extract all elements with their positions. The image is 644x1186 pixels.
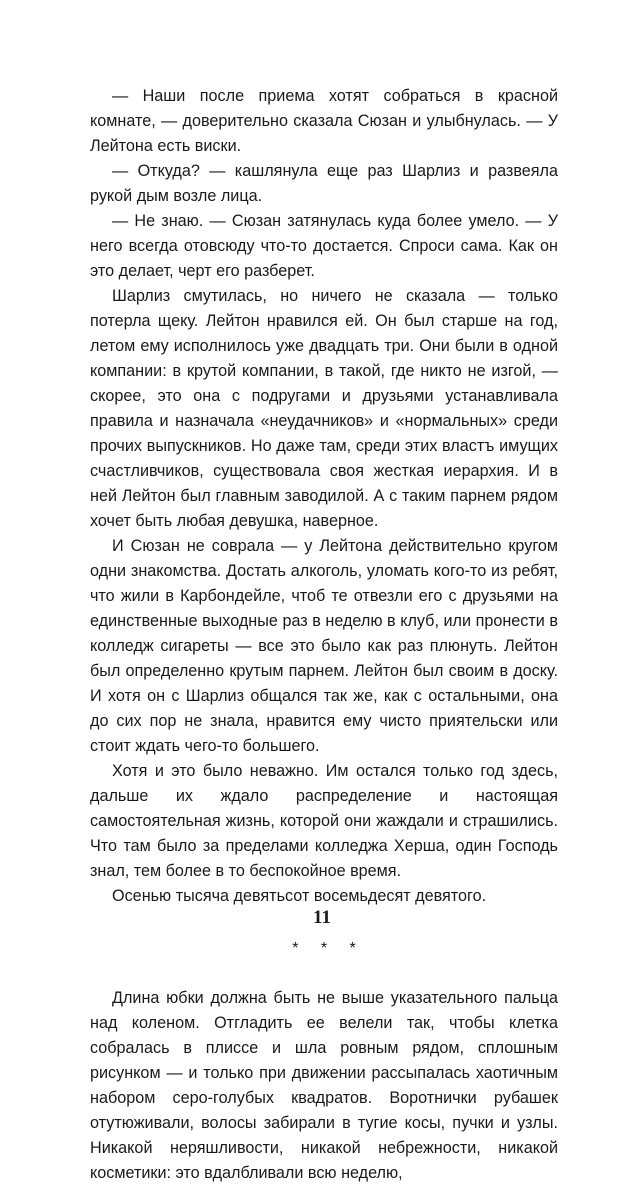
- paragraph: — Откуда? — кашлянула еще раз Шарлиз и развеяла рукой дым возле лица.: [90, 162, 558, 205]
- paragraph: Осенью тысяча девятьсот восемьдесят девятого.: [112, 887, 487, 905]
- paragraph: Шарлиз смутилась, но ничего не сказала — только потерла щеку. Лейтон нравился ей. Он был старше на год, летом ему исполнилось уже двадцать три. Они были в одной компании: в крутой компании, в такой, где никто не изгой, — скорее, это она с подругами и друзьями устанавливала правила и назначала «неудачников» и «нормальных» среди прочих выпускников. Но даже там, среди этих властъ имущих счастливчиков, существовала своя жесткая иерархия. И в ней Лейтон был главным заводилой. А с таким парнем рядом хочет быть любая девушка, наверное.: [90, 287, 558, 530]
- page-body: [90, 84, 558, 1186]
- paragraph: — Наши после приема хотят собраться в красной комнате, — доверительно сказала Сюзан и улыбнулась. — У Лейтона есть виски.: [90, 87, 558, 155]
- text-section-1: [90, 84, 558, 909]
- section-separator: * * *: [292, 940, 365, 957]
- page-number: 11: [313, 907, 331, 928]
- paragraph: Хотя и это было неважно. Им остался только год здесь, дальше их ждало распределение и настоящая самостоятельная жизнь, которой они жаждали и страшились. Что там было за пределами колледжа Херша, один Господь знал, тем более в то беспокойное время.: [90, 762, 558, 880]
- paragraph: И Сюзан не соврала — у Лейтона действительно кругом одни знакомства. Достать алкоголь, уломать кого-то из ребят, что жили в Карбондейле, чтоб те отвезли его с друзьями на единственные выходные раз в неделю в клуб, или пронести в колледж сигареты — все это было как раз плюнуть. Лейтон был определенно крутым парнем. Лейтон был своим в доску. И хотя он с Шарлиз общался так же, как с остальными, она до сих пор не знала, нравится ему чисто приятельски или стоит ждать чего-то большего.: [90, 537, 558, 755]
- text-section-2: [90, 986, 558, 1186]
- paragraph: Длина юбки должна быть не выше указательного пальца над коленом. Отгладить ее велели так, чтобы клетка собралась в плиссе и шла ровным рядом, сплошным рисунком — и только при движении рассыпалась хаотичным набором серо-голубых квадратов. Воротнички рубашек отутюживали, волосы забирали в тугие косы, пучки и узлы. Никакой неряшливости, никакой небрежности, никакой косметики: это вдалбливали всю неделю,: [90, 989, 558, 1182]
- paragraph: — Не знаю. — Сюзан затянулась куда более умело. — У него всегда отовсюду что-то достается. Спроси сама. Как он это делает, черт его разберет.: [90, 212, 558, 280]
